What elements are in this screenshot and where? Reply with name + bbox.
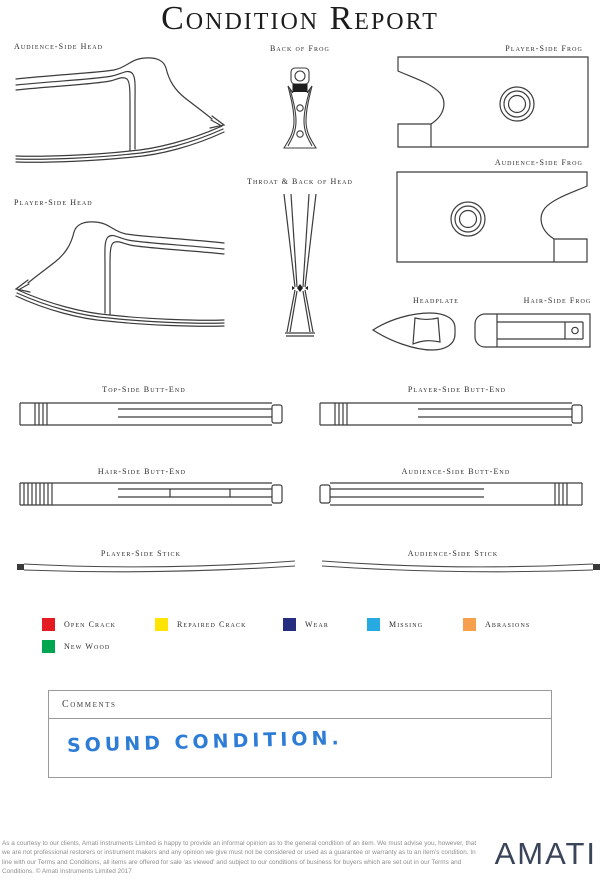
- top-side-butt-end-drawing: [16, 398, 286, 430]
- legend-label: Missing: [389, 619, 424, 629]
- legend-item-missing: [367, 617, 423, 631]
- hair-side-frog-drawing: [473, 307, 593, 351]
- comments-header: Comments: [49, 691, 551, 719]
- missing-swatch: [367, 618, 380, 631]
- label-audience-side-butt-end: Audience-Side Butt-End: [401, 467, 511, 476]
- new-wood-swatch: [42, 640, 55, 653]
- label-hair-side-frog: Hair-Side Frog: [523, 296, 592, 305]
- disclaimer-text: As a courtesy to our clients, Amati Instruments Limited is happy to provide an informal opinion as to the general condition of an item. We must advise you, however, that we are not professional restorers or instrument makers and any opinion we give must not be considered or used as a guarantee or warranty as to an item's condition. In line with our Terms and Conditions, all items are offered for sale 'as viewed' and subject to our conditions of business for buyers which are set out in our Terms and Conditions. © Amati Instruments Limited 2017: [2, 840, 477, 875]
- label-audience-side-stick: Audience-Side Stick: [407, 549, 499, 558]
- comments-box: [48, 690, 552, 778]
- back-of-frog-drawing: [278, 66, 322, 156]
- legend-label: Open Crack: [64, 619, 117, 629]
- legend-label: Repaired Crack: [177, 619, 247, 629]
- legend-item-open-crack: [42, 617, 116, 631]
- label-back-of-frog: Back of Frog: [270, 44, 330, 53]
- hair-side-butt-end-drawing: [16, 478, 286, 510]
- headplate-drawing: [372, 306, 458, 354]
- label-player-side-head: Player-Side Head: [14, 198, 93, 207]
- handwritten-comment: SOUND CONDITION.: [66, 727, 343, 757]
- repaired-crack-swatch: [155, 618, 168, 631]
- legend-label: Wear: [305, 619, 329, 629]
- legend-item-new-wood: [42, 639, 110, 653]
- audience-side-frog-drawing: [393, 170, 590, 267]
- abrasions-swatch: [463, 618, 476, 631]
- audience-side-butt-end-drawing: [316, 478, 586, 510]
- legend-label: Abrasions: [485, 619, 531, 629]
- label-audience-side-head: Audience-Side Head: [14, 42, 104, 51]
- label-headplate: Headplate: [412, 296, 459, 305]
- player-side-stick-drawing: [14, 557, 299, 577]
- label-player-side-stick: Player-Side Stick: [100, 549, 182, 558]
- label-throat-back-of-head: Throat & Back of Head: [247, 177, 353, 186]
- wear-swatch: [283, 618, 296, 631]
- page-title: Condition Report: [161, 0, 439, 37]
- label-player-side-frog: Player-Side Frog: [505, 44, 583, 53]
- player-side-butt-end-drawing: [316, 398, 586, 430]
- label-audience-side-frog: Audience-Side Frog: [494, 158, 583, 167]
- legend-label: New Wood: [64, 641, 111, 651]
- open-crack-swatch: [42, 618, 55, 631]
- legend-item-repaired-crack: [155, 617, 247, 631]
- label-player-side-butt-end: Player-Side Butt-End: [407, 385, 507, 394]
- player-side-frog-drawing: [395, 55, 592, 152]
- label-hair-side-butt-end: Hair-Side Butt-End: [97, 467, 187, 476]
- legend-item-abrasions: [463, 617, 530, 631]
- throat-back-of-head-drawing: [280, 192, 320, 342]
- amati-logo: AMATI: [494, 836, 597, 871]
- audience-side-head-drawing: [6, 56, 234, 184]
- legend-item-wear: [283, 617, 329, 631]
- player-side-head-drawing: [6, 220, 234, 348]
- label-top-side-butt-end: Top-Side Butt-End: [102, 385, 186, 394]
- audience-side-stick-drawing: [318, 557, 600, 577]
